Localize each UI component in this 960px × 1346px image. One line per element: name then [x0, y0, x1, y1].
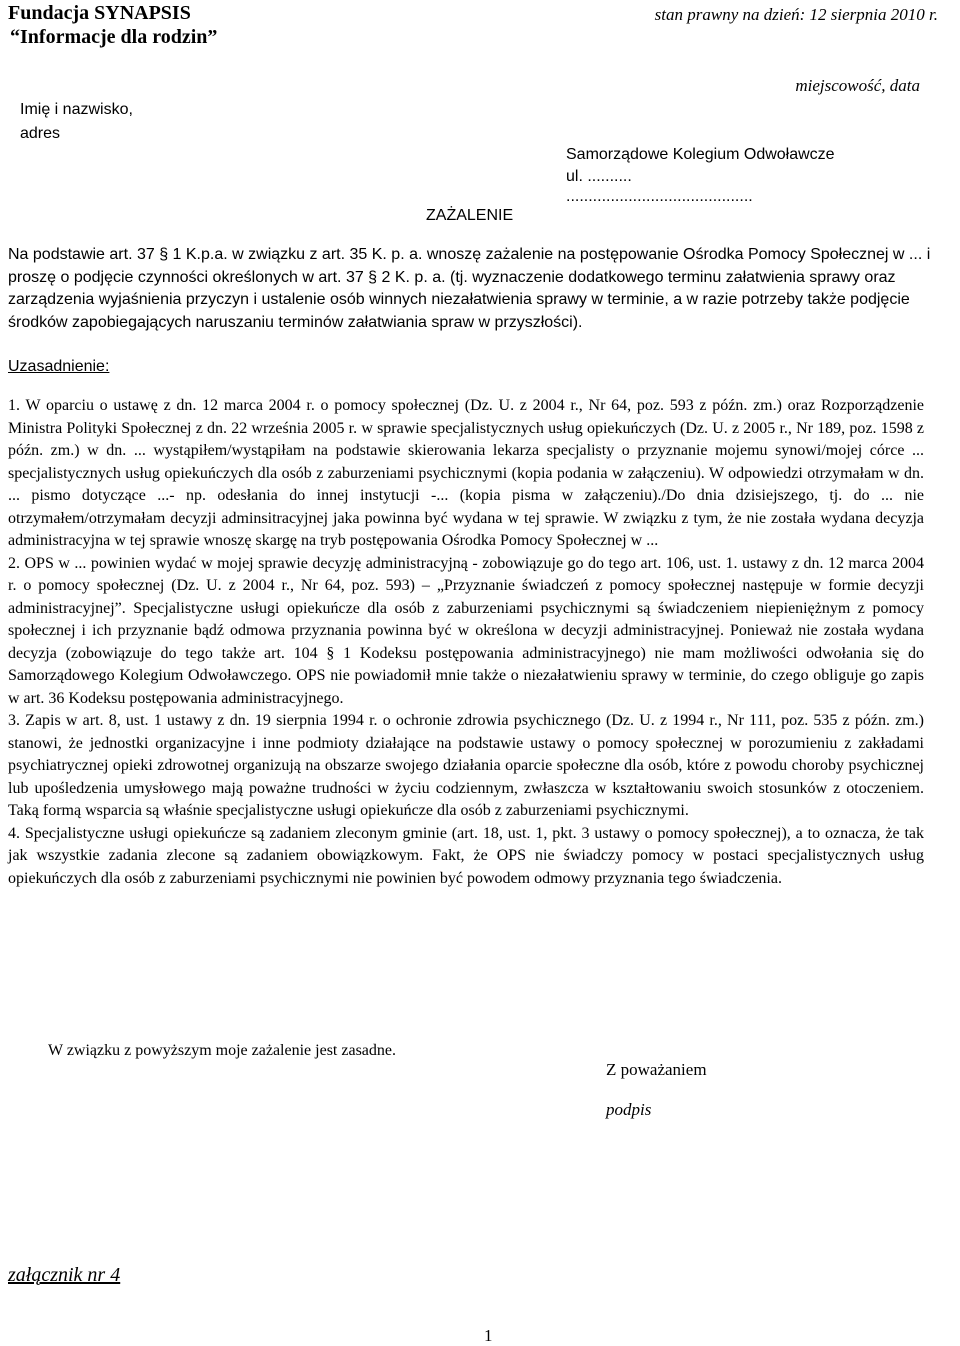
addressee-block: [566, 144, 835, 188]
sender-block: [20, 98, 133, 146]
addressee-name: Samorządowe Kolegium Odwoławcze: [566, 146, 835, 163]
document-heading: ZAŻALENIE: [426, 207, 514, 224]
sender-address-label: adres: [20, 125, 61, 142]
sender-name-label: Imię i nazwisko,: [20, 101, 133, 118]
justification-point-4: 4. Specjalistyczne usługi opiekuńcze są zadaniem zleconym gminie (art. 18, ust. 1, pkt. 3 ustawy o pomocy społecznej), a to oznacza, że tak jak wszystkie zadania zlecone są zadaniem obowiązkowym. Fakt, że OPS nie świadczy pomocy w postaci specjalistycznych usług opiekuńczych dla osób z zaburzeniami psychicznymi nie powinien być powodem odmowy przyznania tego świadczenia.: [8, 824, 924, 887]
justification-point-1: 1. W oparciu o ustawę z dn. 12 marca 2004 r. o pomocy społecznej (Dz. U. z 2004 r., Nr 64, poz. 593 z późn. zm.) oraz Rozporządzenie Ministra Polityki Społecznej z dn. 22 września 2005 r. w sprawie specjalistycznych usług opiekuńczych (Dz. U. z 2005 r., Nr 189, poz. 1598 z późn. zm.) w dn. ... wystąpiłem/wystąpiłam na podstawie skierowania lekarza specjalisty o przyznanie mojemu synowi/mojej córce ... specjalistycznych usług opiekuńczych dla osób z zaburzeniami psychicznymi (kopia podania w załączeniu). W odpowiedzi otrzymałam w dn. ... pismo dotyczące ...- np. odesłania do innej instytucji -... (kopia pisma w załączeniu)./Do dnia dzisiejszego, tj. do ... nie otrzymałem/otrzymałam decyzji adminsitracyjnej jaka powinna być wydana w tej sprawie. W związku z tym, że nie została wydana decyzja administracyjna w tej sprawie wnoszę skargę na tryb postępowania Ośrodka Pomocy Społecznej w ...: [8, 397, 924, 549]
justification-heading: Uzasadnienie:: [8, 358, 110, 375]
signature-label: podpis: [606, 1100, 652, 1119]
closing-statement: W związku z powyższym moje zażalenie jest zasadne.: [48, 1042, 396, 1059]
attachment-label: załącznik nr 4: [8, 1264, 121, 1286]
addressee-street: ul. ..........: [566, 168, 632, 185]
addressee-dots: ..........................................: [566, 188, 753, 205]
foundation-title: Fundacja SYNAPSIS: [8, 2, 191, 24]
legal-status-date: stan prawny na dzień: 12 sierpnia 2010 r.: [654, 5, 938, 24]
regards: Z poważaniem: [606, 1060, 707, 1079]
place-date-field: miejscowość, data: [795, 76, 920, 95]
foundation-subtitle: “Informacje dla rodzin”: [10, 26, 218, 48]
page-number: 1: [484, 1326, 493, 1345]
justification-body: [8, 395, 924, 890]
justification-point-2: 2. OPS w ... powinien wydać w mojej sprawie decyzję administracyjną - zobowiązuje go do tego art. 106, ust. 1. ustawy z dn. 12 marca 2004 r. o pomocy społecznej (Dz. U. z 2004 r., Nr 64, poz. 593) – „Przyznanie świadczeń z pomocy społecznej następuje w formie decyzji administracyjnej”. Specjalistyczne usługi opiekuńcze dla osób z zaburzeniami psychicznymi są świadczeniem niepieniężnym z pomocy społecznej i ich przyznanie bądź odmowa przyznania powinna być w określona w decyzji administracyjnej. Ponieważ nie została wydana decyzja (zobowiązuje do tego także art. 104 § 1 Kodeksu postępowania administracyjnego) nie mam możliwości odwołania się do Samorządowego Kolegium Odwoławczego. OPS nie powiadomił mnie także o niezałatwieniu sprawy w terminie, do czego obliguje go zapis w art. 36 Kodeksu postępowania administracyjnego.: [8, 554, 924, 707]
justification-point-3: 3. Zapis w art. 8, ust. 1 ustawy z dn. 19 sierpnia 1994 r. o ochronie zdrowia psychicznego (Dz. U. z 1994 r., Nr 111, poz. 535 z późn. zm.) stanowi, że jednostki organizacyjne i inne podmioty działające na podstawie ustawy o pomocy społecznej w porozumieniu z zakładami psychiatrycznej opieki zdrowotnej organizują na obszarze swojego działania oparcie społeczne dla osób, które z powodu choroby psychicznej lub upośledzenia umysłowego mają poważne trudności w życiu codziennym, zwłaszcza w kształtowaniu swoich stosunków z otoczeniem. Taką formą wsparcia są właśnie specjalistyczne usługi opiekuńcze dla osób z zaburzeniami psychicznymi.: [8, 712, 924, 819]
intro-paragraph: Na podstawie art. 37 § 1 K.p.a. w związku z art. 35 K. p. a. wnoszę zażalenie na postępowanie Ośrodka Pomocy Społecznej w ... i proszę o podjęcie czynności określonych w art. 37 § 2 K. p. a. (tj. wyznaczenie dodatkowego terminu załatwienia sprawy oraz zarządzenia wyjaśnienia przyczyn i ustalenie osób winnych niezałatwienia sprawy w terminie, a w razie potrzeby także podjęcie środków zapobiegających naruszaniu terminów załatwiania spraw w przyszłości).: [8, 246, 931, 331]
